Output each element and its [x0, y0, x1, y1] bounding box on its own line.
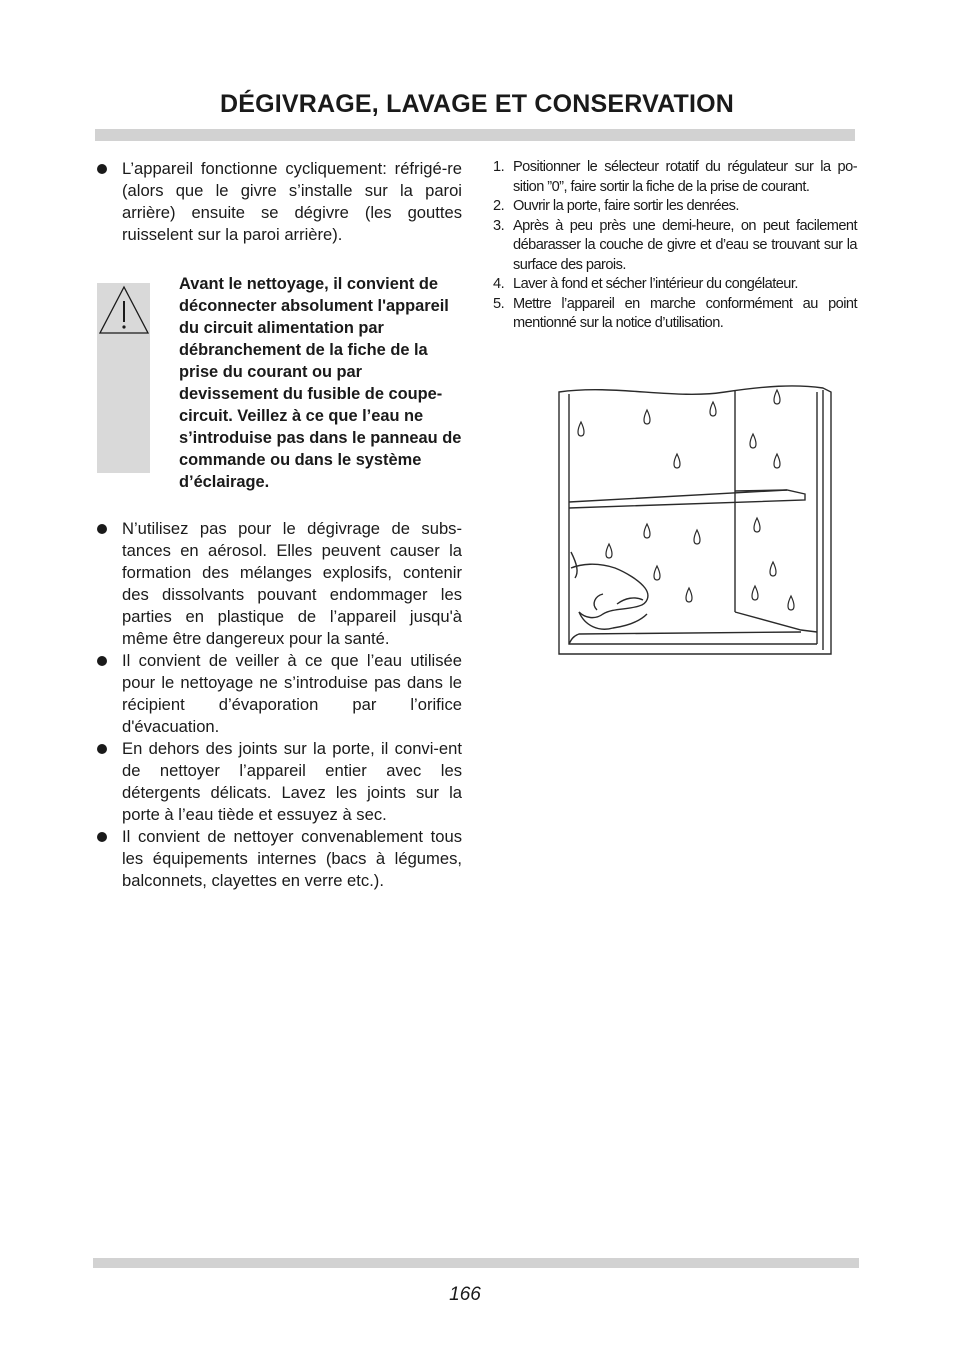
step-number: 3.: [493, 217, 505, 234]
list-item-text: Il convient de veiller à ce que l’eau utilisée pour le nettoyage ne s’introduise pas dans le récipient d’évaporation par l’orifice d'évacuation.: [122, 651, 462, 736]
page-number: 166: [449, 1284, 481, 1305]
list-item: [96, 650, 462, 738]
list-item-text: L’appareil fonctionne cycliquement: réfrigé-re (alors que le givre s’installe sur la paroi arrière) ensuite se dégivre (les gouttes ruisselent sur la paroi arrière).: [122, 159, 462, 244]
step-text: Après à peu près une demi-heure, on peut facilement débarasser la couche de givre et d’eau se trouvant sur la surface des parois.: [513, 217, 857, 273]
bullet-icon: [97, 164, 107, 174]
bullet-icon: [97, 656, 107, 666]
warning-text: Avant le nettoyage, il convient de déconnecter absolument l'appareil du circuit alimentation par débranchement de la fiche de la prise du courant ou par devissement du fusible de coupe-circuit. Veillez à ce que l’eau ne s’introduise pas dans le panneau de commande ou dans le système d’éclairage.: [179, 275, 462, 491]
defrost-steps: [493, 158, 857, 334]
header-divider: [95, 129, 855, 141]
list-item: [96, 158, 462, 246]
intro-section: [96, 158, 462, 246]
step-text: Ouvrir la porte, faire sortir les denrées.: [513, 198, 739, 214]
list-item: [96, 826, 462, 892]
list-item: [96, 518, 462, 650]
list-item-text: Il convient de nettoyer convenablement tous les équipements internes (bacs à légumes, balconnets, clayettes en verre etc.).: [122, 827, 462, 890]
fridge-interior-defrost-illustration-icon: [555, 382, 845, 662]
step-number: 2.: [493, 198, 505, 214]
bullet-icon: [97, 524, 107, 534]
step-item: [493, 158, 857, 197]
warning-triangle-icon: [98, 284, 150, 336]
step-item: [493, 275, 857, 295]
step-item: [493, 295, 857, 334]
defrost-illustration: [555, 382, 845, 667]
bullet-icon: [97, 832, 107, 842]
list-item: [96, 738, 462, 826]
step-number: 5.: [493, 295, 505, 312]
step-number: 4.: [493, 276, 505, 292]
bullet-icon: [97, 744, 107, 754]
warning-box: [97, 283, 150, 473]
step-item: [493, 197, 857, 217]
step-text: Laver à fond et sécher l’intérieur du congélateur.: [513, 276, 798, 292]
page-title: DÉGIVRAGE, LAVAGE ET CONSERVATION: [219, 90, 735, 118]
step-text: Mettre l’appareil en marche conformément au point mentionné sur la notice d’utilisation.: [513, 295, 857, 331]
list-item-text: N’utilisez pas pour le dégivrage de subs-tances en aérosol. Elles peuvent causer la formation des mélanges explosifs, contenir des dissolvants pouvant endommager les parties en plastique de l’appareil jusqu'à même être dangereux pour la santé.: [122, 519, 462, 648]
cleaning-bullets: [96, 518, 462, 892]
step-item: [493, 217, 857, 276]
footer-divider: [93, 1258, 859, 1268]
step-text: Positionner le sélecteur rotatif du régulateur sur la po-sition ”0”, faire sortir la fiche de la prise de courant.: [513, 159, 857, 195]
list-item-text: En dehors des joints sur la porte, il convi-ent de nettoyer l’appareil entier avec les détergents délicats. Lavez les joints sur la porte à l’eau tiède et essuyez à sec.: [122, 739, 462, 824]
step-number: 1.: [493, 159, 505, 175]
